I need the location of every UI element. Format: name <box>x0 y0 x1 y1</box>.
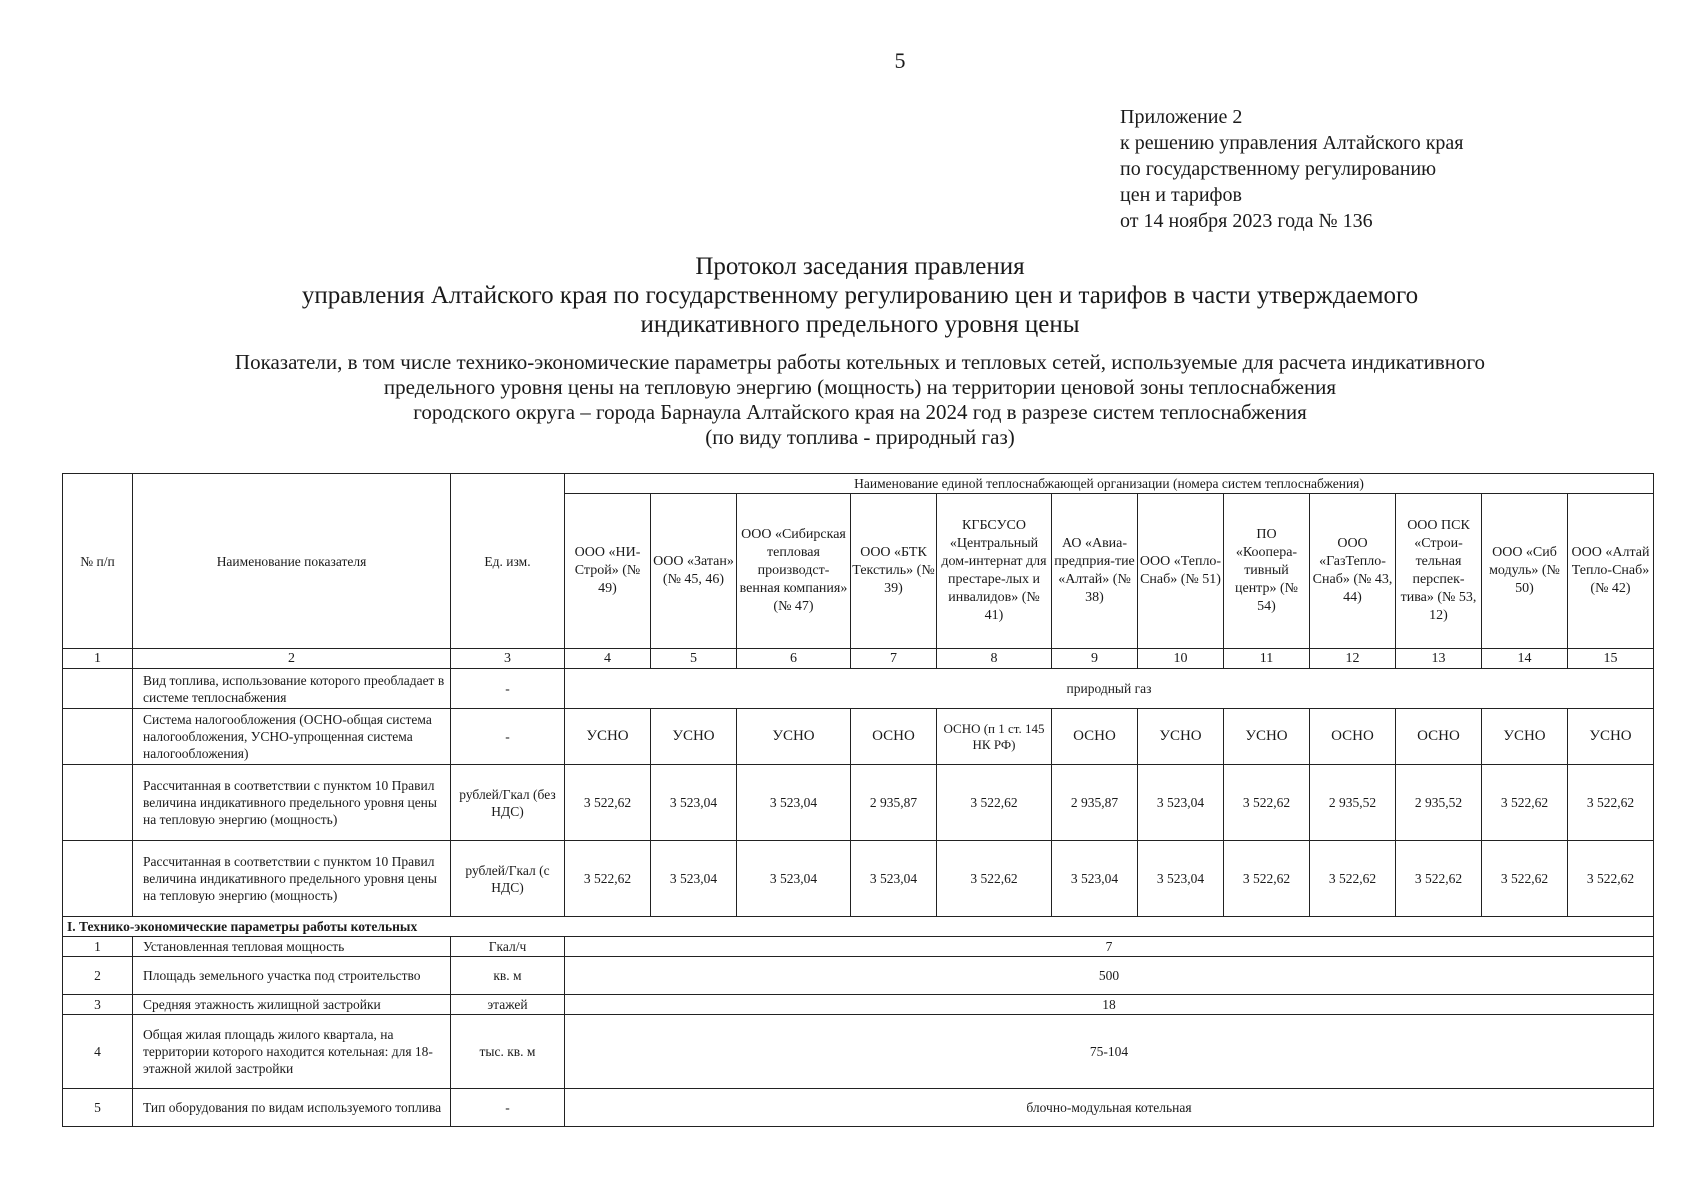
param-value: 7 <box>565 937 1654 957</box>
param-row <box>63 937 1654 957</box>
row-unit: этажей <box>451 995 565 1015</box>
row-number: 5 <box>63 1089 133 1127</box>
price-value: 2 935,87 <box>851 765 937 841</box>
row-label: Тип оборудования по видам используемого топлива <box>133 1089 451 1127</box>
tax-value: УСНО <box>1138 709 1224 765</box>
row-label: Рассчитанная в соответствии с пунктом 10 Правил величина индикативного предельного уровня цены на тепловую энергию (мощность) <box>133 841 451 917</box>
tax-value: УСНО <box>1482 709 1568 765</box>
row-number <box>63 841 133 917</box>
subtitle-line: (по виду топлива - природный газ) <box>705 425 1015 449</box>
section-title: I. Технико-экономические параметры работы котельных <box>63 917 1654 937</box>
row-label: Вид топлива, использование которого преобладает в системе теплоснабжения <box>133 669 451 709</box>
param-value: блочно-модульная котельная <box>565 1089 1654 1127</box>
row-unit: тыс. кв. м <box>451 1015 565 1089</box>
tax-value: ОСНО <box>1310 709 1396 765</box>
row-label: Рассчитанная в соответствии с пунктом 10 Правил величина индикативного предельного уровня цены на тепловую энергию (мощность) <box>133 765 451 841</box>
header-col-name: Наименование показателя <box>133 474 451 649</box>
row-unit: рублей/Гкал (с НДС) <box>451 841 565 917</box>
price-value: 3 522,62 <box>1482 765 1568 841</box>
row-number <box>63 765 133 841</box>
price-value: 2 935,52 <box>1396 765 1482 841</box>
appendix-line: Приложение 2 <box>1120 106 1243 128</box>
column-number: 6 <box>737 649 851 669</box>
price-no-vat-row <box>63 765 1654 841</box>
price-value: 3 522,62 <box>1568 841 1654 917</box>
tax-value: УСНО <box>737 709 851 765</box>
param-row <box>63 1089 1654 1127</box>
tax-value: ОСНО <box>1396 709 1482 765</box>
fuel-type-value: природный газ <box>565 669 1654 709</box>
tax-value: УСНО <box>565 709 651 765</box>
column-number: 1 <box>63 649 133 669</box>
param-value: 75-104 <box>565 1015 1654 1089</box>
appendix-line: цен и тарифов <box>1120 184 1242 206</box>
header-org: ООО «Затан» (№ 45, 46) <box>651 494 737 649</box>
column-number: 8 <box>937 649 1052 669</box>
price-value: 2 935,87 <box>1052 765 1138 841</box>
column-number: 2 <box>133 649 451 669</box>
column-number: 7 <box>851 649 937 669</box>
indicators-table <box>62 473 1654 1127</box>
price-value: 3 522,62 <box>1482 841 1568 917</box>
param-value: 18 <box>565 995 1654 1015</box>
price-value: 3 522,62 <box>937 765 1052 841</box>
tax-value: ОСНО <box>1052 709 1138 765</box>
subtitle-line: городского округа – города Барнаула Алтайского края на 2024 год в разрезе систем теплоснабжения <box>413 400 1307 424</box>
document-subtitle <box>0 350 1696 450</box>
column-number: 9 <box>1052 649 1138 669</box>
tax-system-row <box>63 709 1654 765</box>
row-unit: - <box>451 669 565 709</box>
title-line: управления Алтайского края по государственному регулированию цен и тарифов в части утверждаемого <box>301 282 1419 309</box>
row-number: 3 <box>63 995 133 1015</box>
price-value: 3 523,04 <box>651 841 737 917</box>
price-value: 3 522,62 <box>565 765 651 841</box>
column-number: 5 <box>651 649 737 669</box>
document-title <box>0 252 1696 339</box>
header-org: ООО «Алтай Тепло-Снаб» (№ 42) <box>1568 494 1654 649</box>
price-value: 3 523,04 <box>651 765 737 841</box>
price-value: 2 935,52 <box>1310 765 1396 841</box>
price-vat-row <box>63 841 1654 917</box>
column-numbers-row <box>63 649 1654 669</box>
row-unit: - <box>451 709 565 765</box>
appendix-line: от 14 ноября 2023 года № 136 <box>1120 210 1373 232</box>
column-number: 13 <box>1396 649 1482 669</box>
header-row-group <box>63 474 1654 494</box>
param-row <box>63 1015 1654 1089</box>
header-col-num: № п/п <box>63 474 133 649</box>
row-number <box>63 669 133 709</box>
row-label: Средняя этажность жилищной застройки <box>133 995 451 1015</box>
title-line: Протокол заседания правления <box>695 253 1025 280</box>
header-org: ООО «Сибирская тепловая производст-венная компания» (№ 47) <box>737 494 851 649</box>
param-value: 500 <box>565 957 1654 995</box>
row-unit: рублей/Гкал (без НДС) <box>451 765 565 841</box>
row-label: Площадь земельного участка под строительство <box>133 957 451 995</box>
row-number <box>63 709 133 765</box>
tax-value: ОСНО <box>851 709 937 765</box>
row-unit: Гкал/ч <box>451 937 565 957</box>
price-value: 3 523,04 <box>737 841 851 917</box>
tax-value: УСНО <box>651 709 737 765</box>
price-value: 3 523,04 <box>737 765 851 841</box>
page-number: 5 <box>894 48 906 73</box>
title-line: индикативного предельного уровня цены <box>640 311 1080 338</box>
row-unit: кв. м <box>451 957 565 995</box>
column-number: 4 <box>565 649 651 669</box>
row-number: 4 <box>63 1015 133 1089</box>
column-number: 3 <box>451 649 565 669</box>
column-number: 10 <box>1138 649 1224 669</box>
appendix-line: по государственному регулированию <box>1120 158 1437 180</box>
row-label: Система налогообложения (ОСНО-общая система налогообложения, УСНО-упрощенная система налогообложения) <box>133 709 451 765</box>
price-value: 3 522,62 <box>1224 765 1310 841</box>
row-label: Установленная тепловая мощность <box>133 937 451 957</box>
row-number: 1 <box>63 937 133 957</box>
section-row <box>63 917 1654 937</box>
appendix-block <box>1120 104 1464 234</box>
price-value: 3 522,62 <box>1396 841 1482 917</box>
subtitle-line: предельного уровня цены на тепловую энергию (мощность) на территории ценовой зоны теплоснабжения <box>383 375 1337 399</box>
header-org: АО «Авиа-предприя-тие «Алтай» (№ 38) <box>1052 494 1138 649</box>
param-row <box>63 995 1654 1015</box>
price-value: 3 522,62 <box>565 841 651 917</box>
price-value: 3 522,62 <box>937 841 1052 917</box>
param-row <box>63 957 1654 995</box>
header-org: КГБСУСО «Центральный дом-интернат для престаре-лых и инвалидов» (№ 41) <box>937 494 1052 649</box>
header-col-unit: Ед. изм. <box>451 474 565 649</box>
price-value: 3 523,04 <box>1052 841 1138 917</box>
price-value: 3 523,04 <box>1138 765 1224 841</box>
header-org: ООО «ГазТепло-Снаб» (№ 43, 44) <box>1310 494 1396 649</box>
tax-value: УСНО <box>1224 709 1310 765</box>
header-org: ПО «Коопера-тивный центр» (№ 54) <box>1224 494 1310 649</box>
appendix-line: к решению управления Алтайского края <box>1120 132 1464 154</box>
header-org: ООО «БТК Текстиль» (№ 39) <box>851 494 937 649</box>
price-value: 3 523,04 <box>851 841 937 917</box>
column-number: 14 <box>1482 649 1568 669</box>
column-number: 12 <box>1310 649 1396 669</box>
header-org: ООО ПСК «Строи-тельная перспек-тива» (№ 53, 12) <box>1396 494 1482 649</box>
price-value: 3 522,62 <box>1310 841 1396 917</box>
header-org: ООО «НИ-Строй» (№ 49) <box>565 494 651 649</box>
header-org: ООО «Сиб модуль» (№ 50) <box>1482 494 1568 649</box>
column-number: 15 <box>1568 649 1654 669</box>
header-org: ООО «Тепло-Снаб» (№ 51) <box>1138 494 1224 649</box>
row-unit: - <box>451 1089 565 1127</box>
tax-value: УСНО <box>1568 709 1654 765</box>
row-number: 2 <box>63 957 133 995</box>
header-org-group: Наименование единой теплоснабжающей организации (номера систем теплоснабжения) <box>565 474 1654 494</box>
fuel-type-row <box>63 669 1654 709</box>
row-label: Общая жилая площадь жилого квартала, на территории которого находится котельная: для 18-этажной жилой застройки <box>133 1015 451 1089</box>
price-value: 3 523,04 <box>1138 841 1224 917</box>
column-number: 11 <box>1224 649 1310 669</box>
price-value: 3 522,62 <box>1224 841 1310 917</box>
tax-value: ОСНО (п 1 ст. 145 НК РФ) <box>937 709 1052 765</box>
price-value: 3 522,62 <box>1568 765 1654 841</box>
subtitle-line: Показатели, в том числе технико-экономические параметры работы котельных и тепловых сетей, используемые для расчета индикативного <box>234 350 1486 374</box>
